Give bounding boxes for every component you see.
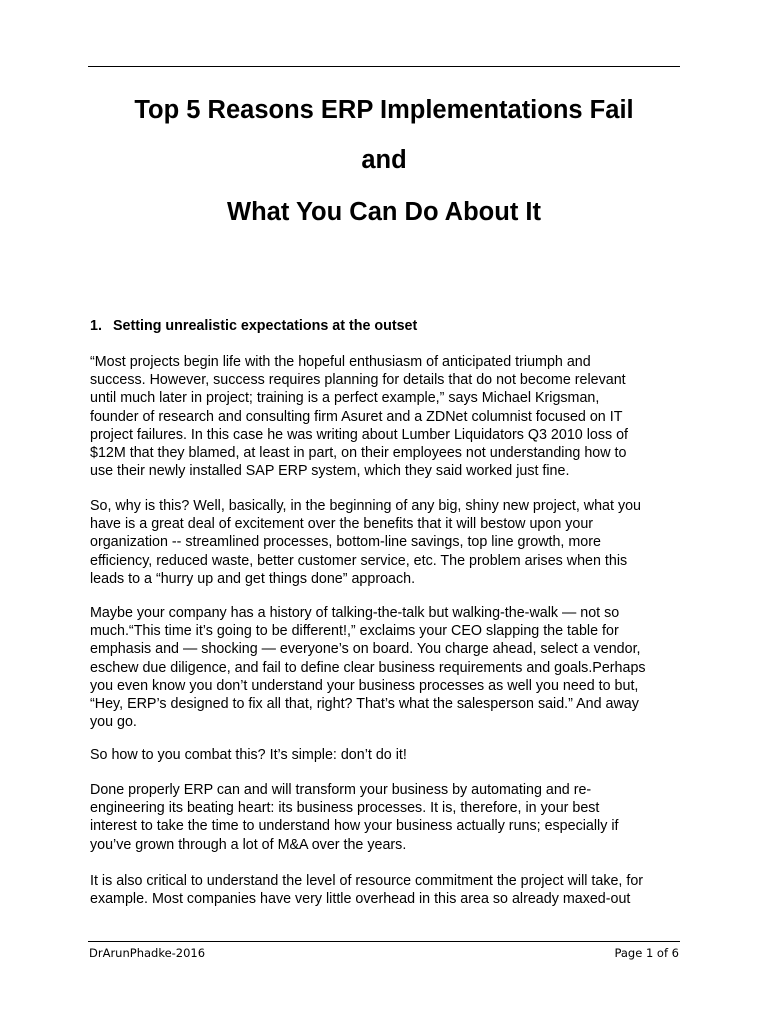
paragraph [90,781,690,854]
paragraph-line: success. However, success requires planning for details that do not become relevant [90,372,626,389]
paragraph-line: “Hey, ERP’s designed to fix all that, right? That’s what the salesperson said.” And away [90,696,639,713]
paragraph-line: you go. [90,714,137,731]
paragraph-line: project failures. In this case he was writing about Lumber Liquidators Q3 2010 loss of [90,426,629,443]
paragraph-line: use their newly installed SAP ERP system, which they said worked just fine. [90,463,570,480]
paragraph [90,746,690,764]
paragraph [90,497,690,588]
footer-author: DrArunPhadke-2016 [89,946,206,960]
paragraph-line: leads to a “hurry up and get things done” approach. [90,570,416,587]
section-number: 1. [90,318,102,334]
paragraph [90,353,690,480]
paragraph-line: until much later in project; training is a perfect example,” says Michael Krigsman, [90,390,600,407]
paragraph-line: Done properly ERP can and will transform your business by automating and re- [90,782,592,798]
document-title-line-2: and [361,146,407,174]
paragraph [90,872,690,908]
document-title-line-3: What You Can Do About It [227,198,541,226]
paragraph-line: example. Most companies have very little overhead in this area so already maxed-out [90,891,631,908]
header-rule [88,66,680,67]
paragraph-line: emphasis and — shocking — everyone’s on board. You charge ahead, select a vendor, [90,641,641,658]
paragraph-line: interest to take the time to understand how your business actually runs; especially if [90,818,619,835]
paragraph-line: much.“This time it’s going to be different!,” exclaims your CEO slapping the table for [90,623,619,640]
paragraph-line: $12M that they blamed, at least in part, on their employees not understanding how to [90,445,627,462]
paragraph-line: you’ve grown through a lot of M&A over the years. [90,836,407,853]
paragraph-line: So, why is this? Well, basically, in the beginning of any big, shiny new project, what you [90,498,641,514]
paragraph [90,604,690,731]
paragraph-line: efficiency, reduced waste, better customer service, etc. The problem arises when this [90,552,628,569]
footer-rule [88,941,680,942]
paragraph-line: you even know you don’t understand your business processes as well you need to but, [90,677,639,694]
paragraph-line: founder of research and consulting firm Asuret and a ZDNet columnist focused on IT [90,408,623,425]
footer-page-number: Page 1 of 6 [614,946,679,960]
section-heading [90,317,417,336]
paragraph-line: eschew due diligence, and fail to define clear business requirements and goals.Perhaps [90,659,646,676]
paragraph-line: “Most projects begin life with the hopeful enthusiasm of anticipated triumph and [90,354,591,370]
document-title-line-1: Top 5 Reasons ERP Implementations Fail [134,96,634,124]
page-footer [88,944,680,962]
paragraph-line: So how to you combat this? It’s simple: don’t do it! [90,747,407,763]
paragraph-line: Maybe your company has a history of talking-the-talk but walking-the-walk — not so [90,605,620,621]
paragraph-line: have is a great deal of excitement over the benefits that it will bestow upon your [90,516,594,533]
paragraph-line: engineering its beating heart: its business processes. It is, therefore, in your best [90,800,600,817]
paragraph-line: organization -- streamlined processes, bottom-line savings, top line growth, more [90,534,601,551]
paragraph-line: It is also critical to understand the level of resource commitment the project will take, for [90,873,644,889]
section-heading-text: Setting unrealistic expectations at the outset [113,318,418,334]
